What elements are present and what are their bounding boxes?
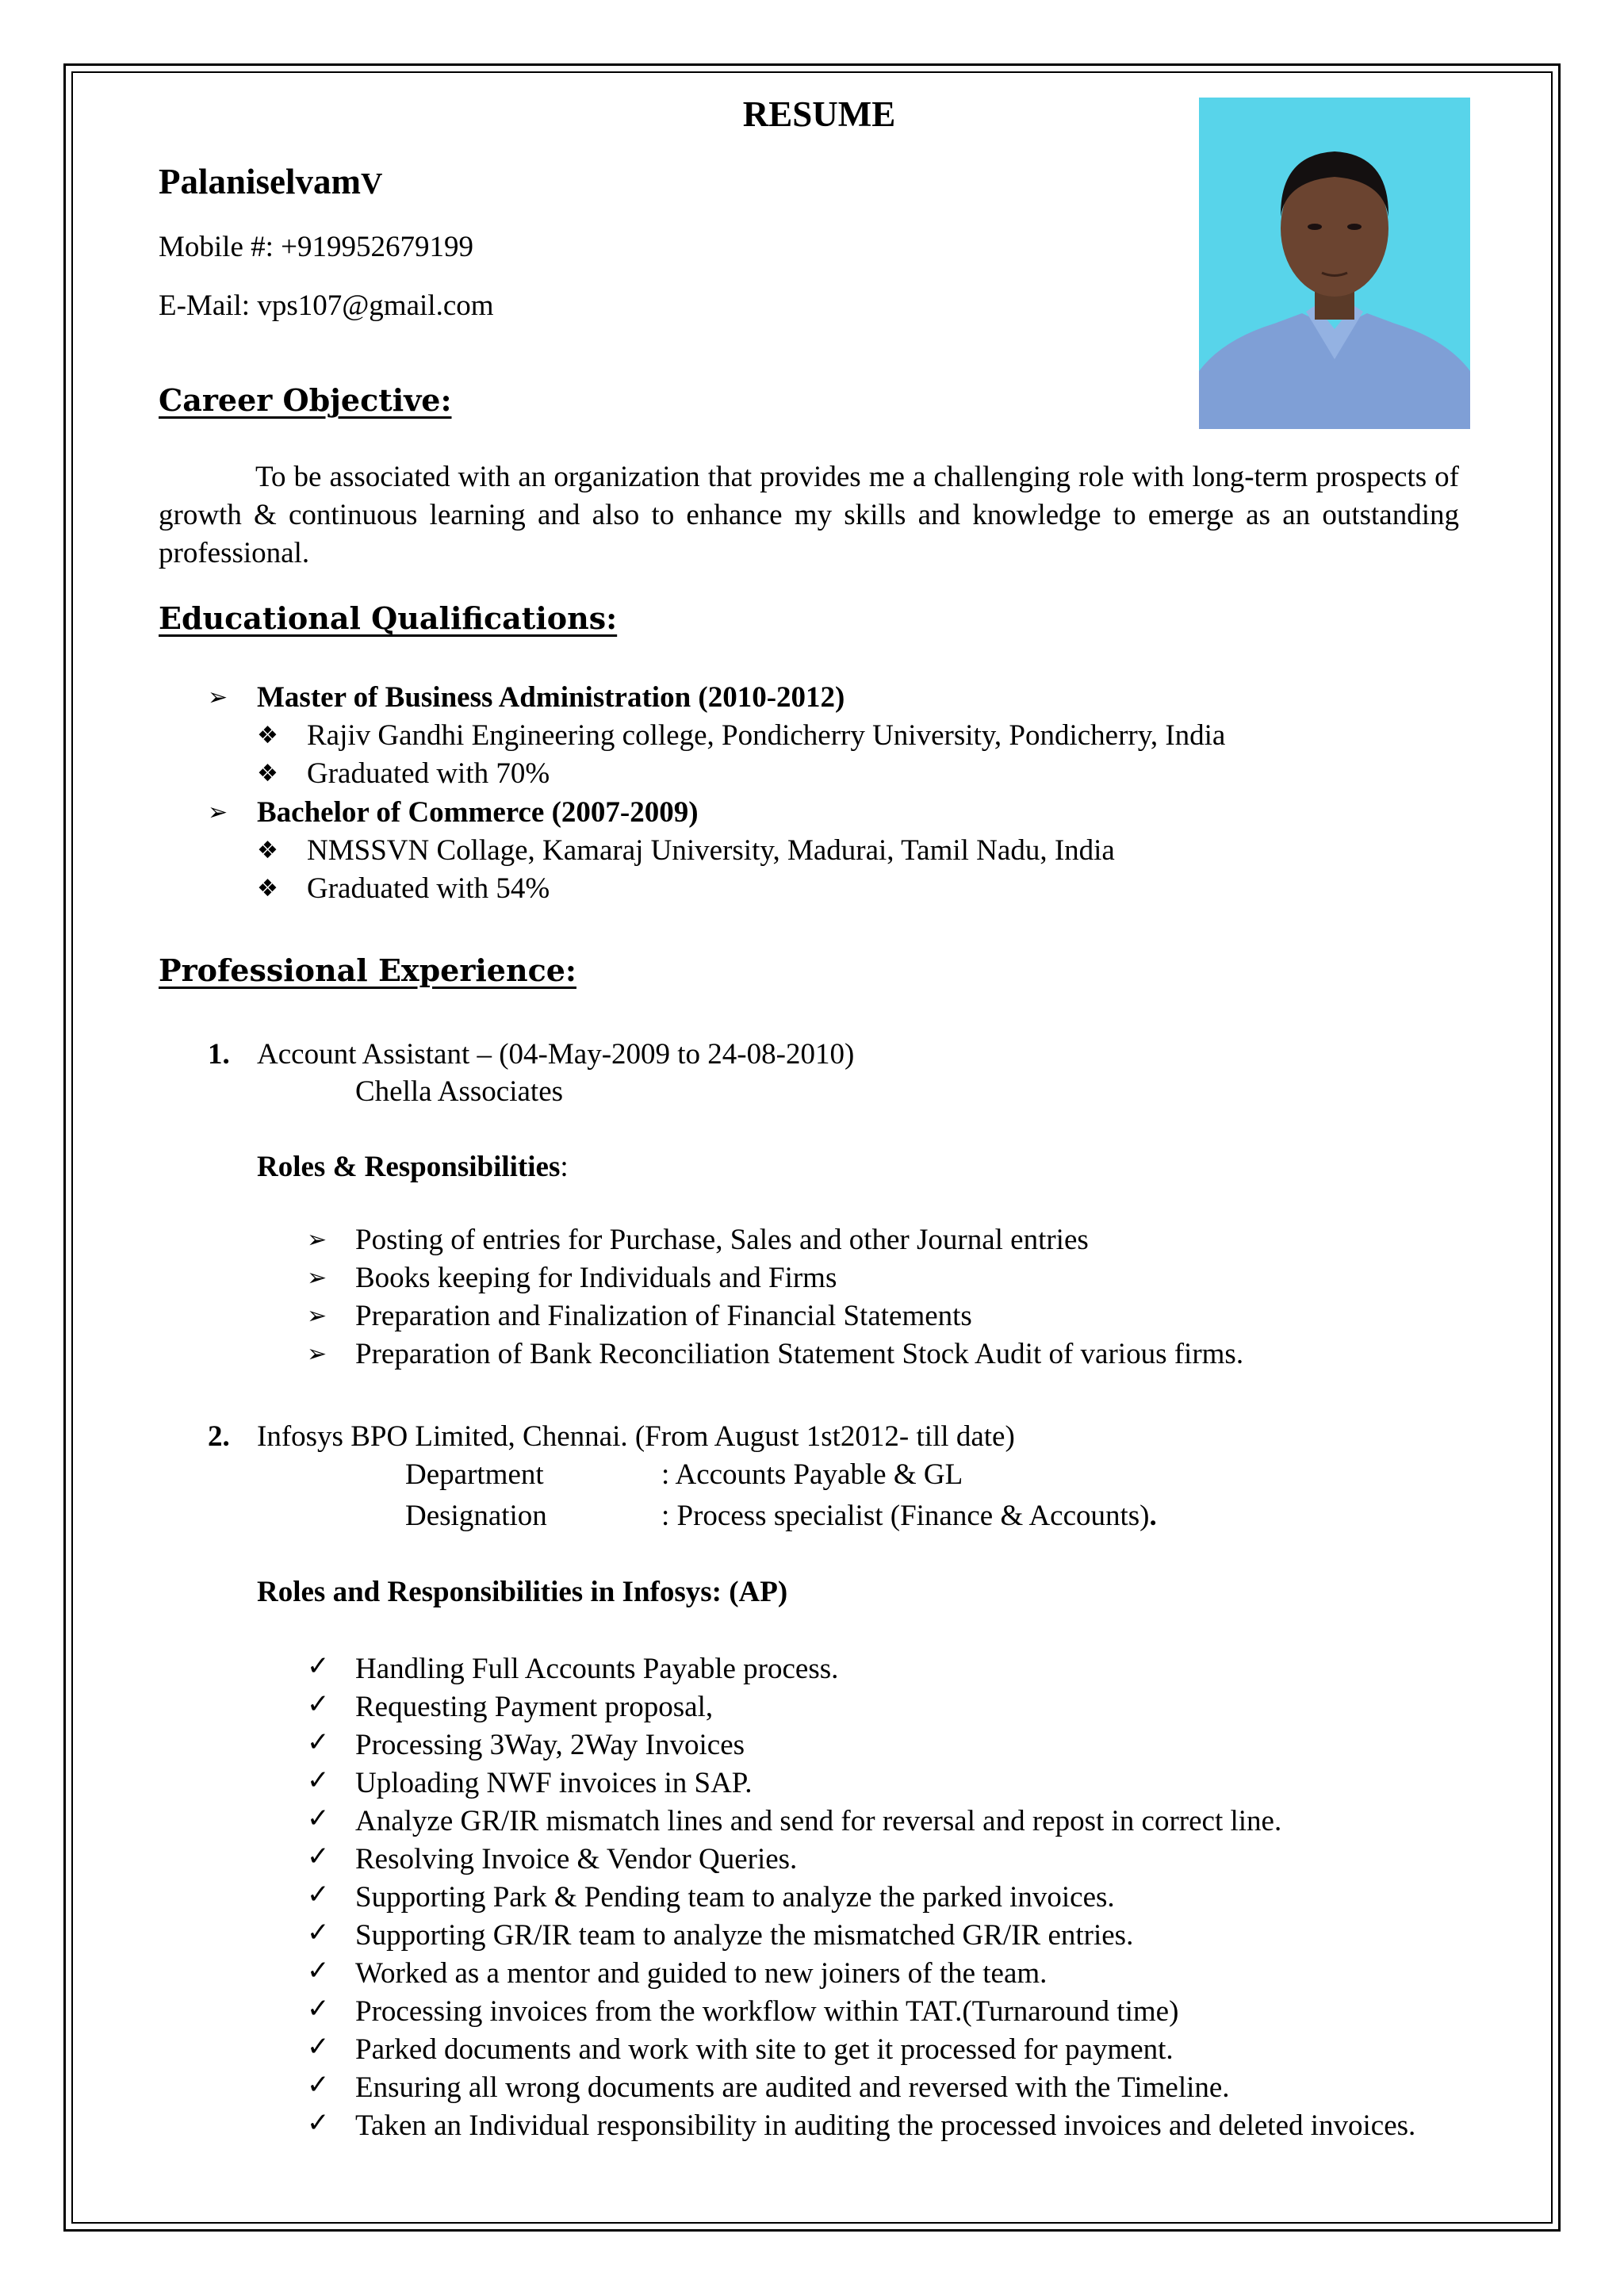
- designation-value: [661, 1499, 1157, 1533]
- name-initial: V: [361, 167, 383, 201]
- arrow-bullet-icon: ➢: [208, 684, 228, 711]
- responsibility-item: Uploading NWF invoices in SAP.: [355, 1767, 753, 1799]
- arrow-bullet-icon: ➢: [307, 1302, 327, 1330]
- career-objective-text: [159, 458, 1459, 573]
- designation-value-text: : Process specialist (Finance & Accounts): [661, 1500, 1150, 1532]
- job-title: Infosys BPO Limited, Chennai. (From August 1st2012- till date): [257, 1420, 1015, 1453]
- degree-detail: Graduated with 70%: [307, 757, 550, 790]
- responsibility-item: Supporting Park & Pending team to analyze the parked invoices.: [355, 1881, 1115, 1914]
- responsibility-item: Processing 3Way, 2Way Invoices: [355, 1729, 745, 1761]
- name-main: Palaniselvam: [159, 162, 361, 201]
- responsibility-item: Handling Full Accounts Payable process.: [355, 1653, 839, 1685]
- job-title: Account Assistant – (04-May-2009 to 24-08-2010): [257, 1038, 855, 1071]
- responsibility-item: Resolving Invoice & Vendor Queries.: [355, 1843, 798, 1875]
- degree-detail: Graduated with 54%: [307, 872, 550, 905]
- degree-title: Master of Business Administration (2010-2012): [257, 681, 845, 714]
- checkmark-icon: ✓: [307, 1879, 330, 1910]
- resume-title: RESUME: [742, 94, 896, 134]
- responsibility-item: Preparation of Bank Reconciliation Statement Stock Audit of various firms.: [355, 1338, 1244, 1370]
- responsibility-item: Processing invoices from the workflow within TAT.(Turnaround time): [355, 1995, 1179, 2028]
- degree-title: Bachelor of Commerce (2007-2009): [257, 796, 699, 829]
- checkmark-icon: ✓: [307, 2069, 330, 2101]
- checkmark-icon: ✓: [307, 2107, 330, 2139]
- designation-label: Designation: [405, 1500, 547, 1532]
- roles-heading: [257, 1150, 569, 1184]
- diamond-bullet-icon: ❖: [257, 760, 278, 787]
- responsibility-item: Taken an Individual responsibility in auditing the processed invoices and deleted invoices.: [355, 2109, 1416, 2142]
- candidate-name: [159, 161, 382, 202]
- checkmark-icon: ✓: [307, 1841, 330, 1872]
- checkmark-icon: ✓: [307, 1688, 330, 1720]
- checkmark-icon: ✓: [307, 1955, 330, 1987]
- responsibility-item: Worked as a mentor and guided to new joiners of the team.: [355, 1957, 1048, 1990]
- checkmark-icon: ✓: [307, 1726, 330, 1758]
- responsibility-item: Requesting Payment proposal,: [355, 1691, 714, 1723]
- responsibility-item: Books keeping for Individuals and Firms: [355, 1262, 837, 1294]
- responsibility-item: Ensuring all wrong documents are audited and reversed with the Timeline.: [355, 2071, 1230, 2104]
- diamond-bullet-icon: ❖: [257, 875, 278, 902]
- department-value: : Accounts Payable & GL: [661, 1458, 963, 1491]
- checkmark-icon: ✓: [307, 1993, 330, 2025]
- responsibility-item: Parked documents and work with site to get it processed for payment.: [355, 2033, 1174, 2066]
- section-heading-education: Educational Qualifications:: [159, 600, 618, 636]
- job-number: 2.: [208, 1420, 230, 1453]
- checkmark-icon: ✓: [307, 2031, 330, 2063]
- degree-detail: Rajiv Gandhi Engineering college, Pondicherry University, Pondicherry, India: [307, 719, 1226, 752]
- arrow-bullet-icon: ➢: [307, 1340, 327, 1368]
- checkmark-icon: ✓: [307, 1917, 330, 1948]
- diamond-bullet-icon: ❖: [257, 722, 278, 749]
- arrow-bullet-icon: ➢: [307, 1264, 327, 1292]
- diamond-bullet-icon: ❖: [257, 837, 278, 864]
- responsibility-item: Preparation and Finalization of Financial Statements: [355, 1300, 972, 1332]
- checkmark-icon: ✓: [307, 1650, 330, 1682]
- responsibility-item: Analyze GR/IR mismatch lines and send for reversal and repost in correct line.: [355, 1805, 1282, 1837]
- department-label: Department: [405, 1458, 544, 1491]
- email-address: E-Mail: vps107@gmail.com: [159, 289, 494, 322]
- company-name: Chella Associates: [355, 1075, 564, 1108]
- job-number: 1.: [208, 1038, 230, 1071]
- roles-heading: Roles and Responsibilities in Infosys: (AP): [257, 1576, 788, 1608]
- responsibility-item: Posting of entries for Purchase, Sales and other Journal entries: [355, 1224, 1089, 1256]
- section-heading-experience: Professional Experience:: [159, 952, 576, 988]
- arrow-bullet-icon: ➢: [307, 1226, 327, 1254]
- career-objective-body: To be associated with an organization that provides me a challenging role with long-term prospects of growth & continuous learning and also to enhance my skills and knowledge to emerge as an outstanding professional.: [159, 461, 1459, 569]
- responsibility-item: Supporting GR/IR team to analyze the mismatched GR/IR entries.: [355, 1919, 1134, 1952]
- section-heading-career-objective: Career Objective:: [159, 382, 452, 418]
- roles-heading-colon: :: [560, 1151, 569, 1183]
- checkmark-icon: ✓: [307, 1764, 330, 1796]
- designation-period: .: [1149, 1500, 1157, 1532]
- mobile-number: Mobile #: +919952679199: [159, 231, 474, 263]
- arrow-bullet-icon: ➢: [208, 799, 228, 826]
- degree-detail: NMSSVN Collage, Kamaraj University, Madurai, Tamil Nadu, India: [307, 834, 1115, 867]
- profile-photo: [1199, 98, 1470, 429]
- roles-heading-text: Roles & Responsibilities: [257, 1151, 561, 1183]
- checkmark-icon: ✓: [307, 1803, 330, 1834]
